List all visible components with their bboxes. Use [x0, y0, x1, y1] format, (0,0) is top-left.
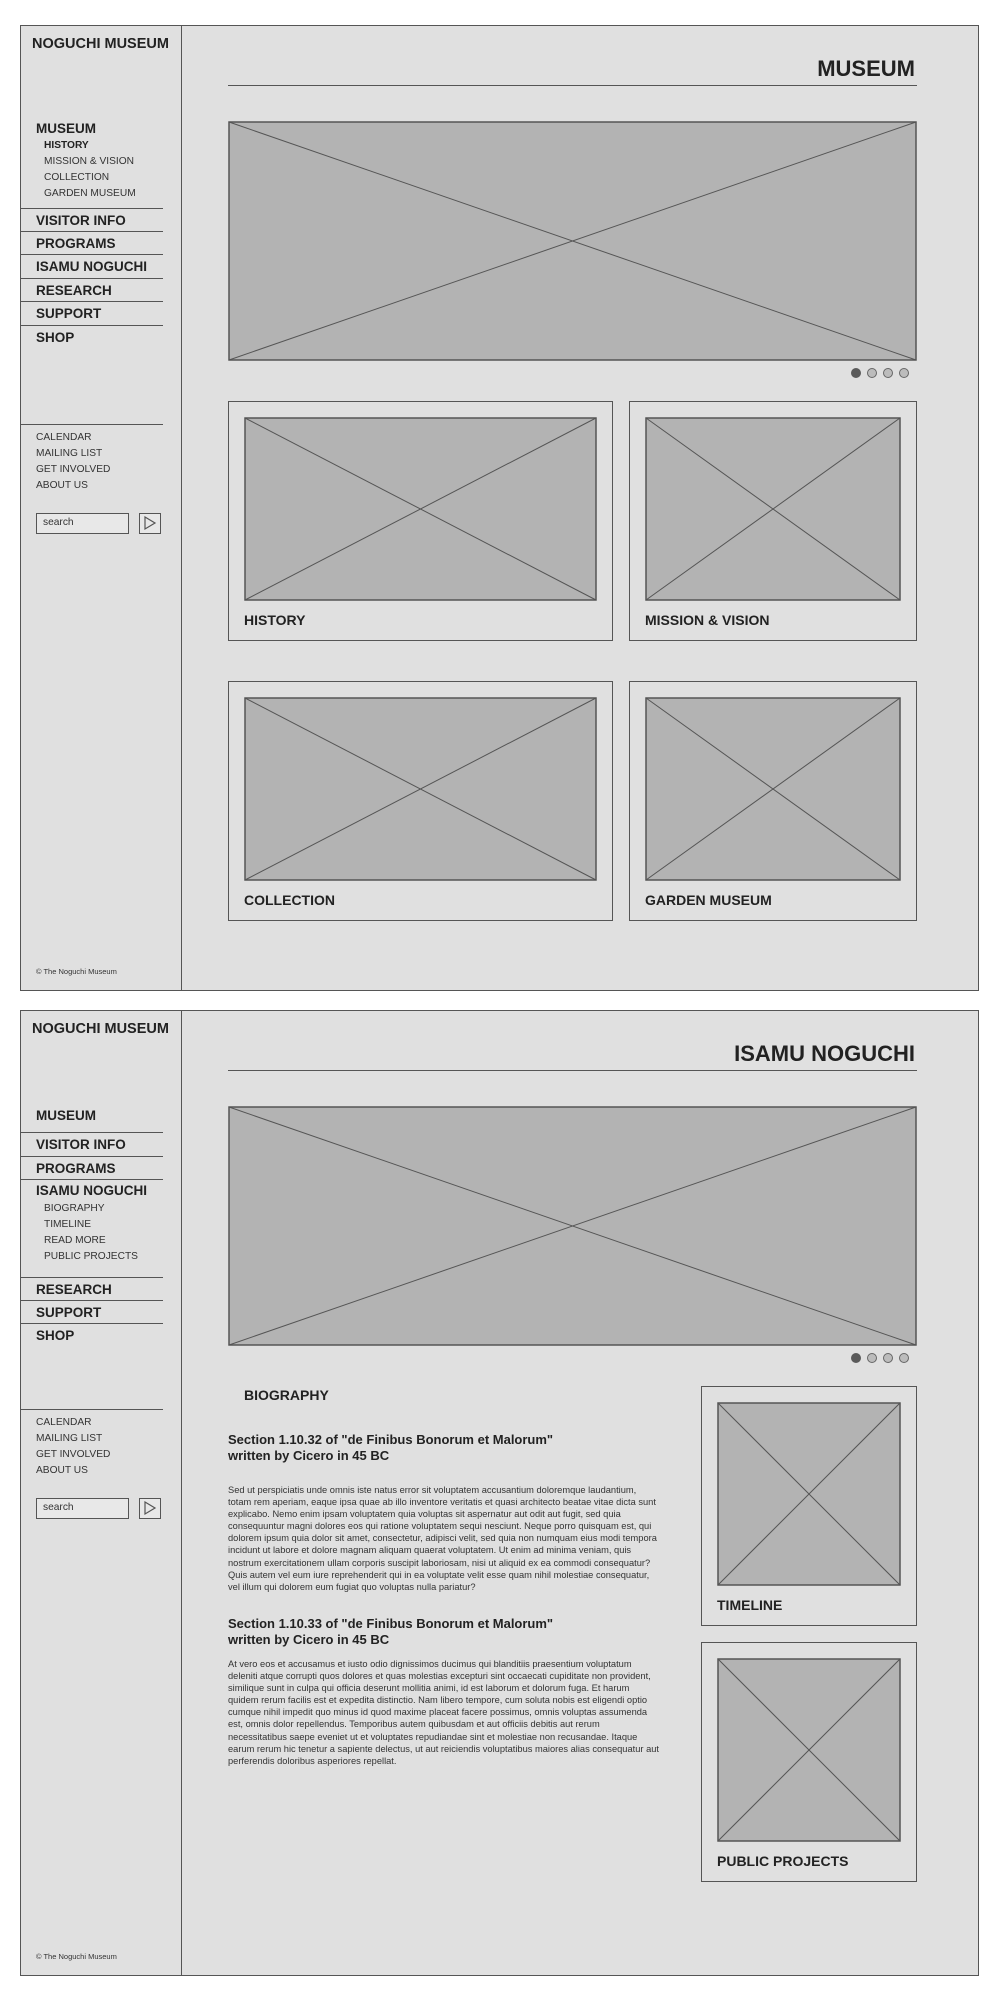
carousel-dot-icon[interactable]: [899, 1353, 909, 1363]
site-logo[interactable]: NOGUCHI MUSEUM: [32, 1021, 169, 1037]
main-nav: [21, 1105, 163, 1348]
body-paragraph: At vero eos et accusamus et iusto odio dignissimos ducimus qui blanditiis praesentium voluptatum deleniti atque corrupti quos dolores et quas molestias excepturi sint occaecati cupiditate non provident, similique sunt in culpa qui officia deserunt mollitia animi, id est laborum et dolorum fuga. Et harum quidem rerum facilis est et expedita distinctio. Nam libero tempore, cum soluta nobis est eligendi optio cumque nihil impedit quo minus id quod maxime placeat facere possimus, omnis voluptas assumenda est, omnis dolor repellendus. Temporibus autem quibusdam et aut officiis debitis aut rerum necessitatibus saepe eveniet ut et voluptates repudiandae sint et molestiae non recusandae. Itaque earum rerum hic tenetur a sapiente delectus, ut aut reiciendis voluptatibus maiores alias consequatur aut perferendis doloribus asperiores repellat.: [228, 1659, 659, 1766]
image-placeholder-icon: [645, 417, 901, 601]
nav-programs[interactable]: PROGRAMS: [21, 1157, 163, 1181]
image-placeholder-icon: [717, 1658, 901, 1842]
card-label: TIMELINE: [717, 1597, 783, 1613]
hero-image-placeholder[interactable]: [228, 121, 917, 361]
subnav-garden-museum[interactable]: GARDEN MUSEUM: [44, 188, 136, 199]
carousel-dot-icon[interactable]: [851, 368, 861, 378]
nav-research[interactable]: RESEARCH: [21, 279, 163, 303]
nav-research[interactable]: RESEARCH: [21, 1277, 163, 1301]
play-triangle-icon: [140, 1499, 159, 1517]
utility-links: [21, 424, 163, 494]
card-image-placeholder: [645, 697, 901, 881]
page-title: ISAMU NOGUCHI: [734, 1041, 915, 1066]
link-get-involved[interactable]: GET INVOLVED: [36, 464, 111, 475]
search-submit-button[interactable]: [139, 513, 161, 534]
card-history[interactable]: [228, 401, 613, 641]
card-image-placeholder: [717, 1658, 901, 1842]
noguchi-subnav: [21, 1200, 163, 1277]
link-about-us[interactable]: ABOUT US: [36, 480, 88, 491]
card-label: COLLECTION: [244, 892, 335, 908]
subnav-public-projects[interactable]: PUBLIC PROJECTS: [44, 1251, 138, 1262]
carousel-dots: [851, 368, 921, 378]
search-input[interactable]: search: [36, 1498, 129, 1519]
nav-isamu-noguchi[interactable]: ISAMU NOGUCHI: [36, 1183, 147, 1198]
carousel-dots: [851, 1353, 921, 1363]
nav-museum[interactable]: MUSEUM: [21, 1105, 163, 1133]
hero-image-placeholder[interactable]: [228, 1106, 917, 1346]
image-placeholder-icon: [244, 697, 597, 881]
carousel-dot-icon[interactable]: [899, 368, 909, 378]
subnav-mission-vision[interactable]: MISSION & VISION: [44, 156, 135, 167]
utility-links: [21, 1409, 163, 1479]
link-calendar[interactable]: CALENDAR: [36, 432, 92, 443]
play-triangle-icon: [140, 514, 159, 532]
title-divider: [228, 1070, 917, 1071]
subnav-collection[interactable]: COLLECTION: [44, 172, 110, 183]
nav-shop[interactable]: SHOP: [36, 1328, 75, 1343]
sidebar: [21, 1011, 182, 1975]
subnav-history[interactable]: HISTORY: [44, 140, 89, 151]
nav-programs[interactable]: PROGRAMS: [21, 232, 163, 256]
image-placeholder-icon: [228, 1106, 917, 1346]
image-placeholder-icon: [717, 1402, 901, 1586]
carousel-dot-icon[interactable]: [883, 1353, 893, 1363]
page-title: MUSEUM: [817, 56, 915, 81]
card-mission-vision[interactable]: [629, 401, 917, 641]
museum-subnav: [21, 138, 163, 208]
nav-isamu-noguchi[interactable]: ISAMU NOGUCHI: [21, 255, 163, 279]
copyright: © The Noguchi Museum: [36, 967, 117, 976]
card-collection[interactable]: [228, 681, 613, 921]
card-label: GARDEN MUSEUM: [645, 892, 772, 908]
section-heading: BIOGRAPHY: [244, 1387, 329, 1403]
card-garden-museum[interactable]: [629, 681, 917, 921]
link-mailing-list[interactable]: MAILING LIST: [36, 1433, 103, 1444]
isamu-noguchi-page-wireframe: [20, 1010, 979, 1976]
nav-support[interactable]: SUPPORT: [21, 302, 163, 326]
image-placeholder-icon: [228, 121, 917, 361]
card-public-projects[interactable]: [701, 1642, 917, 1882]
nav-support[interactable]: SUPPORT: [21, 1301, 163, 1325]
carousel-dot-icon[interactable]: [867, 368, 877, 378]
subnav-biography[interactable]: BIOGRAPHY: [44, 1203, 105, 1214]
subnav-read-more[interactable]: READ MORE: [44, 1235, 106, 1246]
card-image-placeholder: [244, 697, 597, 881]
title-divider: [228, 85, 917, 86]
card-image-placeholder: [717, 1402, 901, 1586]
sidebar: [21, 26, 182, 990]
nav-visitor-info[interactable]: VISITOR INFO: [21, 1133, 163, 1157]
section-title: Section 1.10.33 of "de Finibus Bonorum et Malorum" written by Cicero in 45 BC: [228, 1616, 554, 1647]
main-nav: [21, 120, 163, 349]
nav-visitor-info[interactable]: VISITOR INFO: [21, 208, 163, 232]
search-submit-button[interactable]: [139, 1498, 161, 1519]
carousel-dot-icon[interactable]: [851, 1353, 861, 1363]
image-placeholder-icon: [244, 417, 597, 601]
link-about-us[interactable]: ABOUT US: [36, 1465, 88, 1476]
site-logo[interactable]: NOGUCHI MUSEUM: [32, 36, 169, 52]
image-placeholder-icon: [645, 697, 901, 881]
search-input[interactable]: search: [36, 513, 129, 534]
link-mailing-list[interactable]: MAILING LIST: [36, 448, 103, 459]
card-label: HISTORY: [244, 612, 306, 628]
body-paragraph: Sed ut perspiciatis unde omnis iste natus error sit voluptatem accusantium doloremque laudantium, totam rem aperiam, eaque ipsa quae ab illo inventore veritatis et quasi architecto beatae vitae dicta sunt explicabo. Nemo enim ipsam voluptatem quia voluptas sit aspernatur aut odit aut fugit, sed quia consequuntur magni dolores eos qui ratione voluptatem sequi nesciunt. Neque porro quisquam est, qui dolorem ipsum quia dolor sit amet, consectetur, adipisci velit, sed quia non numquam eius modi tempora incidunt ut labore et dolore magnam aliquam quaerat voluptatem. Ut enim ad minima veniam, quis nostrum exercitationem ullam corporis suscipit laboriosam, nisi ut aliquid ex ea commodi consequatur? Quis autem vel eum iure reprehenderit qui in ea voluptate velit esse quam nihil molestiae consequatur, vel illum qui dolorem eum fugiat quo voluptas nulla pariatur?: [228, 1485, 657, 1592]
card-image-placeholder: [645, 417, 901, 601]
section-title: Section 1.10.32 of "de Finibus Bonorum et Malorum" written by Cicero in 45 BC: [228, 1432, 554, 1463]
nav-shop[interactable]: SHOP: [36, 329, 75, 345]
subnav-timeline[interactable]: TIMELINE: [44, 1219, 91, 1230]
copyright: © The Noguchi Museum: [36, 1952, 117, 1961]
link-calendar[interactable]: CALENDAR: [36, 1417, 92, 1428]
link-get-involved[interactable]: GET INVOLVED: [36, 1449, 111, 1460]
card-image-placeholder: [244, 417, 597, 601]
museum-page-wireframe: [20, 25, 979, 991]
card-timeline[interactable]: [701, 1386, 917, 1626]
carousel-dot-icon[interactable]: [883, 368, 893, 378]
nav-museum[interactable]: MUSEUM: [36, 121, 96, 136]
carousel-dot-icon[interactable]: [867, 1353, 877, 1363]
card-label: PUBLIC PROJECTS: [717, 1853, 849, 1869]
card-label: MISSION & VISION: [645, 612, 770, 628]
